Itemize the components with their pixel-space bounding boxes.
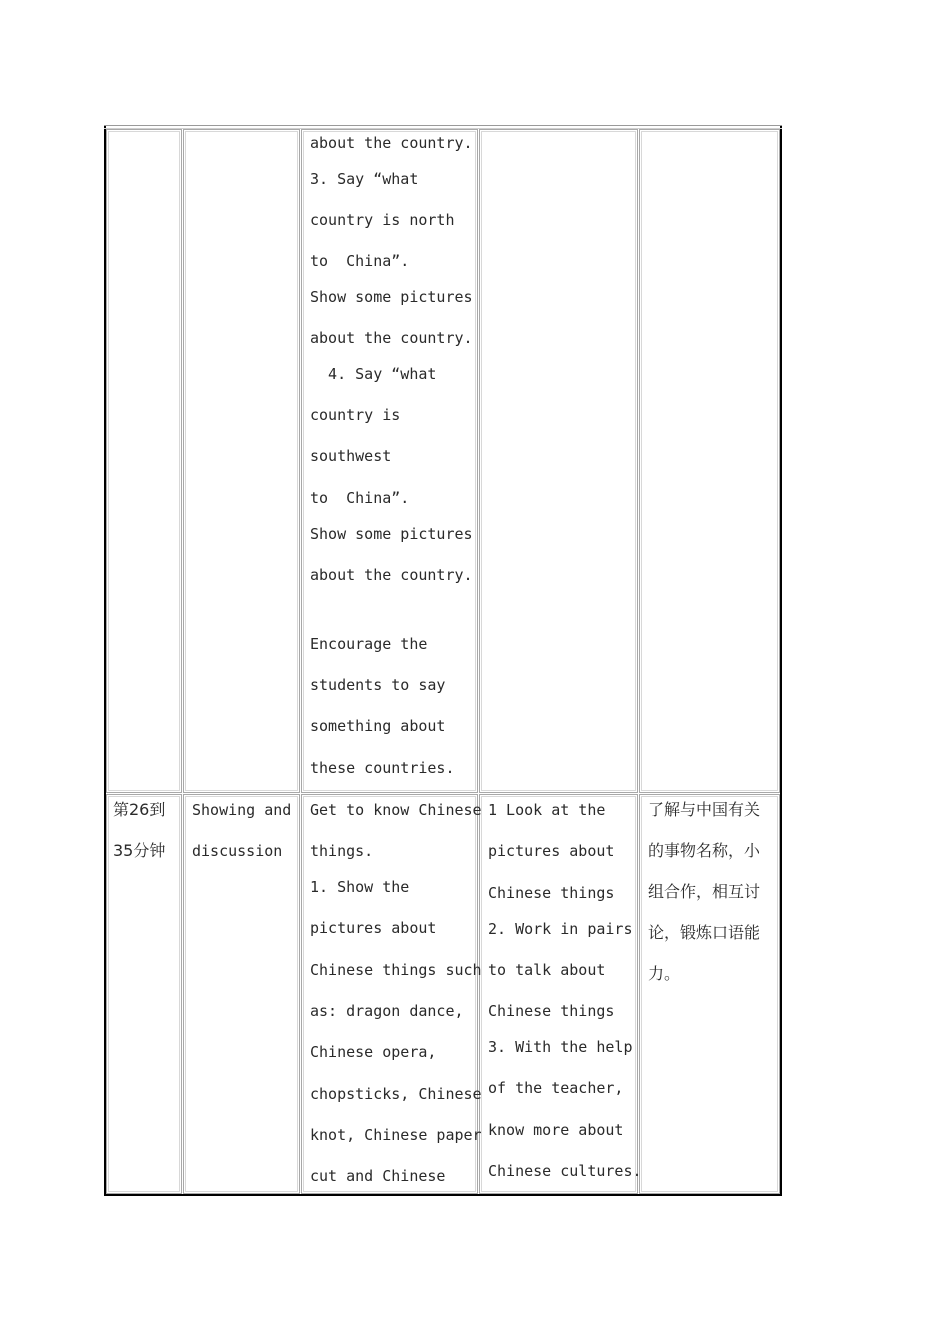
teacher-line: Chinese opera, [310,1043,437,1061]
purpose-line: 组合作，相互讨 [648,882,761,901]
purpose-line: 的事物名称，小 [648,841,761,860]
student-line: Chinese things [488,1002,615,1020]
teacher-line: cut and Chinese [310,1167,446,1185]
teacher-line: as: dragon dance, [310,1002,464,1020]
row1-purpose-cell [639,129,780,793]
teacher-line: chopsticks, Chinese [310,1085,482,1103]
student-line: of the teacher, [488,1079,624,1097]
row1-student-cell [479,129,638,793]
teacher-line: Chinese things such [310,961,482,979]
purpose-line: 了解与中国有关 [648,800,761,819]
student-line: 3. With the help [488,1038,633,1056]
purpose-line: 论，锻炼口语能 [648,923,761,942]
time-line: 第26到 [113,800,166,819]
activity-line: something about [310,717,446,735]
activity-line: 3. Say “what [310,170,419,188]
student-line: Chinese things [488,884,615,902]
student-line: 2. Work in pairs [488,920,633,938]
teacher-line: things. [310,842,374,860]
activity-line: students to say [310,676,446,694]
activity-line: Show some pictures [310,525,473,543]
row1-time-cell [106,129,182,793]
activity-line: Show some pictures [310,288,473,306]
activity-line: these countries. [310,759,455,777]
time-line: 35分钟 [113,841,166,860]
activity-line: about the country. [310,134,473,152]
stage-line: Showing and [192,801,292,819]
student-line: pictures about [488,842,615,860]
activity-line: Encourage the [310,635,428,653]
teacher-line: 1. Show the [310,878,410,896]
student-line: know more about [488,1121,624,1139]
activity-line: about the country. [310,566,473,584]
teacher-line: pictures about [310,919,437,937]
activity-line: 4. Say “what [310,365,437,383]
activity-line: about the country. [310,329,473,347]
student-line: 1 Look at the [488,801,606,819]
row1-stage-cell [183,129,300,793]
activity-line: country is [310,406,401,424]
purpose-line: 力。 [648,964,681,983]
stage-line: discussion [192,842,283,860]
activity-line: country is north [310,211,455,229]
teacher-line: Get to know Chinese [310,801,482,819]
activity-line: to China”. [310,252,410,270]
activity-line: to China”. [310,489,410,507]
student-line: Chinese cultures. [488,1162,642,1180]
activity-line: southwest [310,447,392,465]
teacher-line: knot, Chinese paper [310,1126,482,1144]
student-line: to talk about [488,961,606,979]
